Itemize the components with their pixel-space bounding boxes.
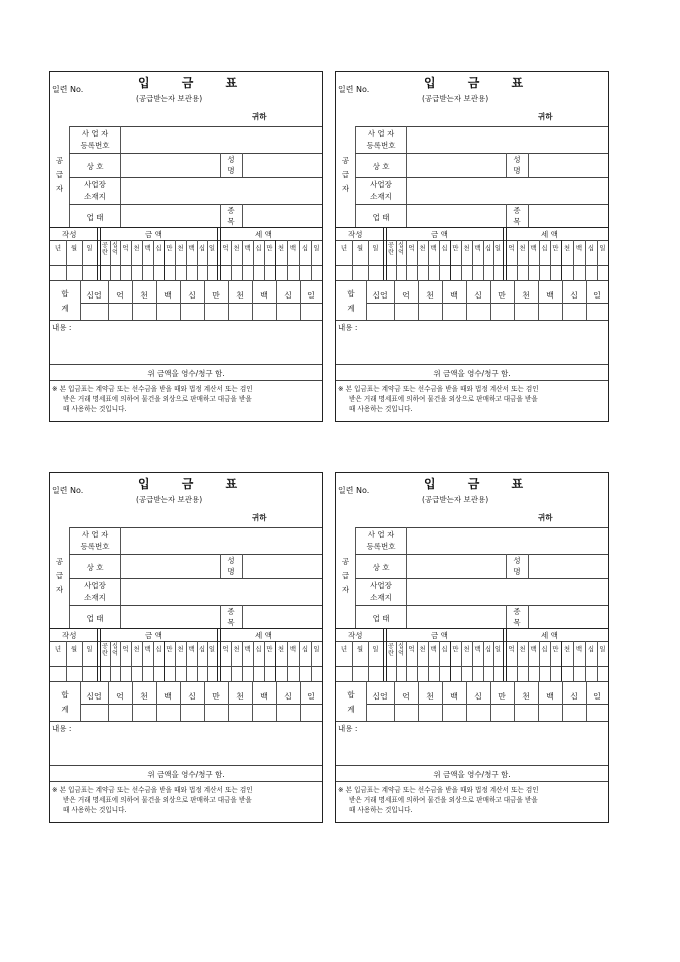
hundred-million-label: 십 억 — [398, 643, 404, 657]
tax-col-label: 일 — [313, 244, 320, 252]
total-col-label: 일 — [307, 692, 315, 701]
year-label: 년 — [340, 645, 348, 653]
total-label: 합 계 — [61, 289, 69, 313]
amount-col-label: 천 — [133, 645, 140, 653]
amount-col-label: 일 — [208, 645, 216, 653]
total-col-label: 만 — [212, 291, 220, 300]
tax-col-label: 십 — [587, 244, 595, 252]
amount-col-label: 천 — [177, 244, 184, 252]
representative-name-label: 성 명 — [513, 556, 521, 576]
form-title: 입 금 표 — [424, 477, 538, 491]
amount-label: 금 액 — [431, 230, 448, 239]
written-date-label: 작성 — [348, 631, 363, 640]
total-col-label: 억 — [402, 291, 410, 300]
amount-col-label: 백 — [188, 645, 195, 653]
total-col-label: 천 — [426, 291, 434, 300]
business-reg-number-label: 사 업 자 등록번호 — [80, 530, 110, 551]
tax-col-label: 억 — [508, 645, 515, 653]
business-address-label: 사업장 소재지 — [370, 180, 392, 201]
month-label: 월 — [70, 244, 78, 252]
business-type-label: 업 태 — [372, 614, 390, 623]
business-type-label: 업 태 — [86, 213, 104, 222]
written-date-label: 작성 — [348, 230, 363, 239]
tax-col-label: 일 — [313, 645, 320, 653]
tax-col-label: 십 — [255, 645, 262, 653]
amount-col-label: 백 — [430, 244, 437, 252]
supplier-label: 공 급 자 — [341, 557, 350, 594]
company-name-label: 상 호 — [372, 563, 390, 572]
total-col-label: 억 — [116, 692, 124, 701]
total-col-label: 백 — [260, 291, 268, 300]
tax-col-label: 백 — [244, 244, 251, 252]
receipt-statement: 위 금액을 영수/청구 함. — [433, 770, 511, 779]
total-col-label: 백 — [546, 692, 554, 701]
usage-notice: ※ 본 입금표는 계약금 또는 선수금을 받을 때와 법정 계산서 또는 검인 받은 거래 명세표에 의하여 물건을 외상으로 판매하고 대금을 받을 때 사용하는 것입니다. — [338, 385, 539, 413]
amount-col-label: 만 — [452, 244, 459, 252]
receipt-form-2 — [335, 71, 609, 422]
tax-col-label: 십 — [255, 244, 262, 252]
tax-label: 세 액 — [541, 631, 558, 640]
total-col-label: 십 — [570, 291, 578, 300]
total-col-label: 십 — [284, 291, 292, 300]
business-address-label: 사업장 소재지 — [370, 581, 392, 602]
serial-number-label: 일련 No. — [52, 486, 84, 495]
hundred-million-label: 십 억 — [112, 242, 118, 256]
total-col-label: 십 — [474, 291, 482, 300]
year-label: 년 — [54, 645, 62, 653]
amount-col-label: 억 — [122, 645, 129, 653]
amount-col-label: 억 — [408, 645, 415, 653]
month-label: 월 — [356, 645, 364, 653]
honorific-label: 귀하 — [252, 513, 267, 522]
total-col-label: 천 — [236, 692, 244, 701]
year-label: 년 — [54, 244, 62, 252]
business-item-label: 종 목 — [513, 206, 521, 226]
total-col-label: 십업 — [86, 291, 102, 300]
total-col-label: 백 — [450, 692, 458, 701]
amount-label: 금 액 — [145, 230, 162, 239]
tax-col-label: 천 — [519, 244, 526, 252]
business-type-label: 업 태 — [86, 614, 104, 623]
total-col-label: 천 — [236, 291, 244, 300]
tax-col-label: 백 — [530, 645, 537, 653]
honorific-label: 귀하 — [538, 513, 553, 522]
company-name-label: 상 호 — [372, 162, 390, 171]
day-label: 일 — [372, 244, 379, 252]
month-label: 월 — [70, 645, 78, 653]
blank-count-label: 공 란 — [388, 242, 394, 256]
day-label: 일 — [86, 645, 93, 653]
total-col-label: 백 — [546, 291, 554, 300]
total-label: 합 계 — [347, 690, 355, 714]
tax-col-label: 천 — [233, 244, 240, 252]
written-date-label: 작성 — [62, 631, 77, 640]
total-col-label: 천 — [522, 692, 530, 701]
amount-col-label: 백 — [474, 244, 481, 252]
tax-col-label: 천 — [277, 244, 285, 252]
receipt-form-4 — [335, 472, 609, 823]
total-col-label: 십업 — [86, 692, 102, 701]
hundred-million-label: 십 억 — [112, 643, 118, 657]
amount-col-label: 억 — [122, 244, 129, 252]
content-label: 내용 : — [338, 724, 358, 733]
company-name-label: 상 호 — [86, 162, 104, 171]
total-col-label: 만 — [498, 692, 506, 701]
hundred-million-label: 십 억 — [398, 242, 404, 256]
day-label: 일 — [86, 244, 93, 252]
amount-col-label: 천 — [177, 645, 184, 653]
amount-col-label: 억 — [408, 244, 415, 252]
tax-col-label: 억 — [222, 244, 229, 252]
honorific-label: 귀하 — [538, 112, 553, 121]
amount-col-label: 일 — [494, 645, 502, 653]
tax-col-label: 십 — [541, 645, 548, 653]
business-reg-number-label: 사 업 자 등록번호 — [366, 530, 396, 551]
amount-col-label: 만 — [166, 645, 173, 653]
form-subtitle: (공급받는자 보관용) — [136, 495, 203, 504]
total-col-label: 십 — [188, 692, 196, 701]
tax-col-label: 천 — [233, 645, 240, 653]
amount-col-label: 십 — [155, 244, 162, 252]
content-label: 내용 : — [52, 724, 72, 733]
amount-col-label: 십 — [155, 645, 162, 653]
tax-col-label: 백 — [575, 645, 583, 653]
total-col-label: 백 — [260, 692, 268, 701]
business-address-label: 사업장 소재지 — [84, 180, 106, 201]
business-reg-number-label: 사 업 자 등록번호 — [366, 129, 396, 150]
form-title: 입 금 표 — [138, 76, 252, 90]
form-title: 입 금 표 — [424, 76, 538, 90]
total-col-label: 백 — [164, 291, 172, 300]
content-label: 내용 : — [338, 323, 358, 332]
amount-col-label: 일 — [494, 244, 502, 252]
serial-number-label: 일련 No. — [52, 85, 84, 94]
amount-col-label: 천 — [419, 244, 426, 252]
business-item-label: 종 목 — [513, 607, 521, 627]
amount-col-label: 천 — [463, 645, 470, 653]
business-reg-number-label: 사 업 자 등록번호 — [80, 129, 110, 150]
tax-col-label: 십 — [301, 244, 309, 252]
business-type-label: 업 태 — [372, 213, 390, 222]
tax-label: 세 액 — [255, 230, 272, 239]
tax-col-label: 백 — [575, 244, 583, 252]
amount-col-label: 십 — [441, 244, 448, 252]
amount-col-label: 백 — [188, 244, 195, 252]
amount-col-label: 백 — [144, 244, 151, 252]
amount-label: 금 액 — [431, 631, 448, 640]
serial-number-label: 일련 No. — [338, 85, 370, 94]
supplier-label: 공 급 자 — [341, 156, 350, 193]
tax-col-label: 억 — [222, 645, 229, 653]
amount-col-label: 만 — [166, 244, 173, 252]
business-item-label: 종 목 — [227, 607, 235, 627]
total-col-label: 십 — [188, 291, 196, 300]
tax-col-label: 일 — [599, 645, 606, 653]
total-col-label: 만 — [212, 692, 220, 701]
tax-col-label: 백 — [289, 645, 297, 653]
tax-label: 세 액 — [541, 230, 558, 239]
amount-col-label: 천 — [133, 244, 140, 252]
company-name-label: 상 호 — [86, 563, 104, 572]
usage-notice: ※ 본 입금표는 계약금 또는 선수금을 받을 때와 법정 계산서 또는 검인 받은 거래 명세표에 의하여 물건을 외상으로 판매하고 대금을 받을 때 사용하는 것입니다. — [52, 786, 253, 814]
tax-col-label: 백 — [244, 645, 251, 653]
tax-col-label: 천 — [563, 244, 571, 252]
serial-number-label: 일련 No. — [338, 486, 370, 495]
total-col-label: 억 — [116, 291, 124, 300]
amount-col-label: 십 — [484, 645, 492, 653]
tax-col-label: 천 — [519, 645, 526, 653]
total-label: 합 계 — [347, 289, 355, 313]
receipt-form-3 — [49, 472, 323, 823]
tax-col-label: 천 — [563, 645, 571, 653]
year-label: 년 — [340, 244, 348, 252]
tax-col-label: 억 — [508, 244, 515, 252]
tax-col-label: 만 — [266, 244, 273, 252]
amount-col-label: 천 — [419, 645, 426, 653]
representative-name-label: 성 명 — [227, 556, 235, 576]
tax-col-label: 십 — [587, 645, 595, 653]
supplier-label: 공 급 자 — [55, 557, 64, 594]
amount-col-label: 백 — [144, 645, 151, 653]
amount-col-label: 천 — [463, 244, 470, 252]
honorific-label: 귀하 — [252, 112, 267, 121]
usage-notice: ※ 본 입금표는 계약금 또는 선수금을 받을 때와 법정 계산서 또는 검인 받은 거래 명세표에 의하여 물건을 외상으로 판매하고 대금을 받을 때 사용하는 것입니다. — [52, 385, 253, 413]
representative-name-label: 성 명 — [227, 155, 235, 175]
total-label: 합 계 — [61, 690, 69, 714]
amount-col-label: 백 — [474, 645, 481, 653]
form-subtitle: (공급받는자 보관용) — [136, 94, 203, 103]
total-col-label: 십 — [284, 692, 292, 701]
content-label: 내용 : — [52, 323, 72, 332]
total-col-label: 천 — [140, 291, 148, 300]
blank-count-label: 공 란 — [102, 242, 108, 256]
supplier-label: 공 급 자 — [55, 156, 64, 193]
tax-col-label: 만 — [552, 645, 559, 653]
amount-col-label: 백 — [430, 645, 437, 653]
total-col-label: 천 — [426, 692, 434, 701]
form-subtitle: (공급받는자 보관용) — [422, 495, 489, 504]
amount-col-label: 십 — [484, 244, 492, 252]
total-col-label: 십업 — [372, 692, 388, 701]
written-date-label: 작성 — [62, 230, 77, 239]
tax-col-label: 만 — [266, 645, 273, 653]
total-col-label: 천 — [140, 692, 148, 701]
form-title: 입 금 표 — [138, 477, 252, 491]
tax-col-label: 십 — [541, 244, 548, 252]
amount-col-label: 십 — [198, 244, 206, 252]
total-col-label: 일 — [307, 291, 315, 300]
total-col-label: 십 — [570, 692, 578, 701]
receipt-statement: 위 금액을 영수/청구 함. — [147, 770, 225, 779]
total-col-label: 만 — [498, 291, 506, 300]
amount-col-label: 만 — [452, 645, 459, 653]
form-subtitle: (공급받는자 보관용) — [422, 94, 489, 103]
tax-label: 세 액 — [255, 631, 272, 640]
receipt-statement: 위 금액을 영수/청구 함. — [433, 369, 511, 378]
receipt-statement: 위 금액을 영수/청구 함. — [147, 369, 225, 378]
representative-name-label: 성 명 — [513, 155, 521, 175]
business-address-label: 사업장 소재지 — [84, 581, 106, 602]
blank-count-label: 공 란 — [388, 643, 394, 657]
total-col-label: 일 — [593, 692, 601, 701]
total-col-label: 일 — [593, 291, 601, 300]
total-col-label: 십 — [474, 692, 482, 701]
amount-col-label: 일 — [208, 244, 216, 252]
tax-col-label: 만 — [552, 244, 559, 252]
amount-label: 금 액 — [145, 631, 162, 640]
total-col-label: 백 — [450, 291, 458, 300]
total-col-label: 십업 — [372, 291, 388, 300]
total-col-label: 천 — [522, 291, 530, 300]
business-item-label: 종 목 — [227, 206, 235, 226]
receipt-form-1 — [49, 71, 323, 422]
day-label: 일 — [372, 645, 379, 653]
tax-col-label: 십 — [301, 645, 309, 653]
total-col-label: 백 — [164, 692, 172, 701]
tax-col-label: 백 — [530, 244, 537, 252]
tax-col-label: 백 — [289, 244, 297, 252]
tax-col-label: 일 — [599, 244, 606, 252]
total-col-label: 억 — [402, 692, 410, 701]
month-label: 월 — [356, 244, 364, 252]
amount-col-label: 십 — [198, 645, 206, 653]
tax-col-label: 천 — [277, 645, 285, 653]
amount-col-label: 십 — [441, 645, 448, 653]
blank-count-label: 공 란 — [102, 643, 108, 657]
usage-notice: ※ 본 입금표는 계약금 또는 선수금을 받을 때와 법정 계산서 또는 검인 받은 거래 명세표에 의하여 물건을 외상으로 판매하고 대금을 받을 때 사용하는 것입니다. — [338, 786, 539, 814]
